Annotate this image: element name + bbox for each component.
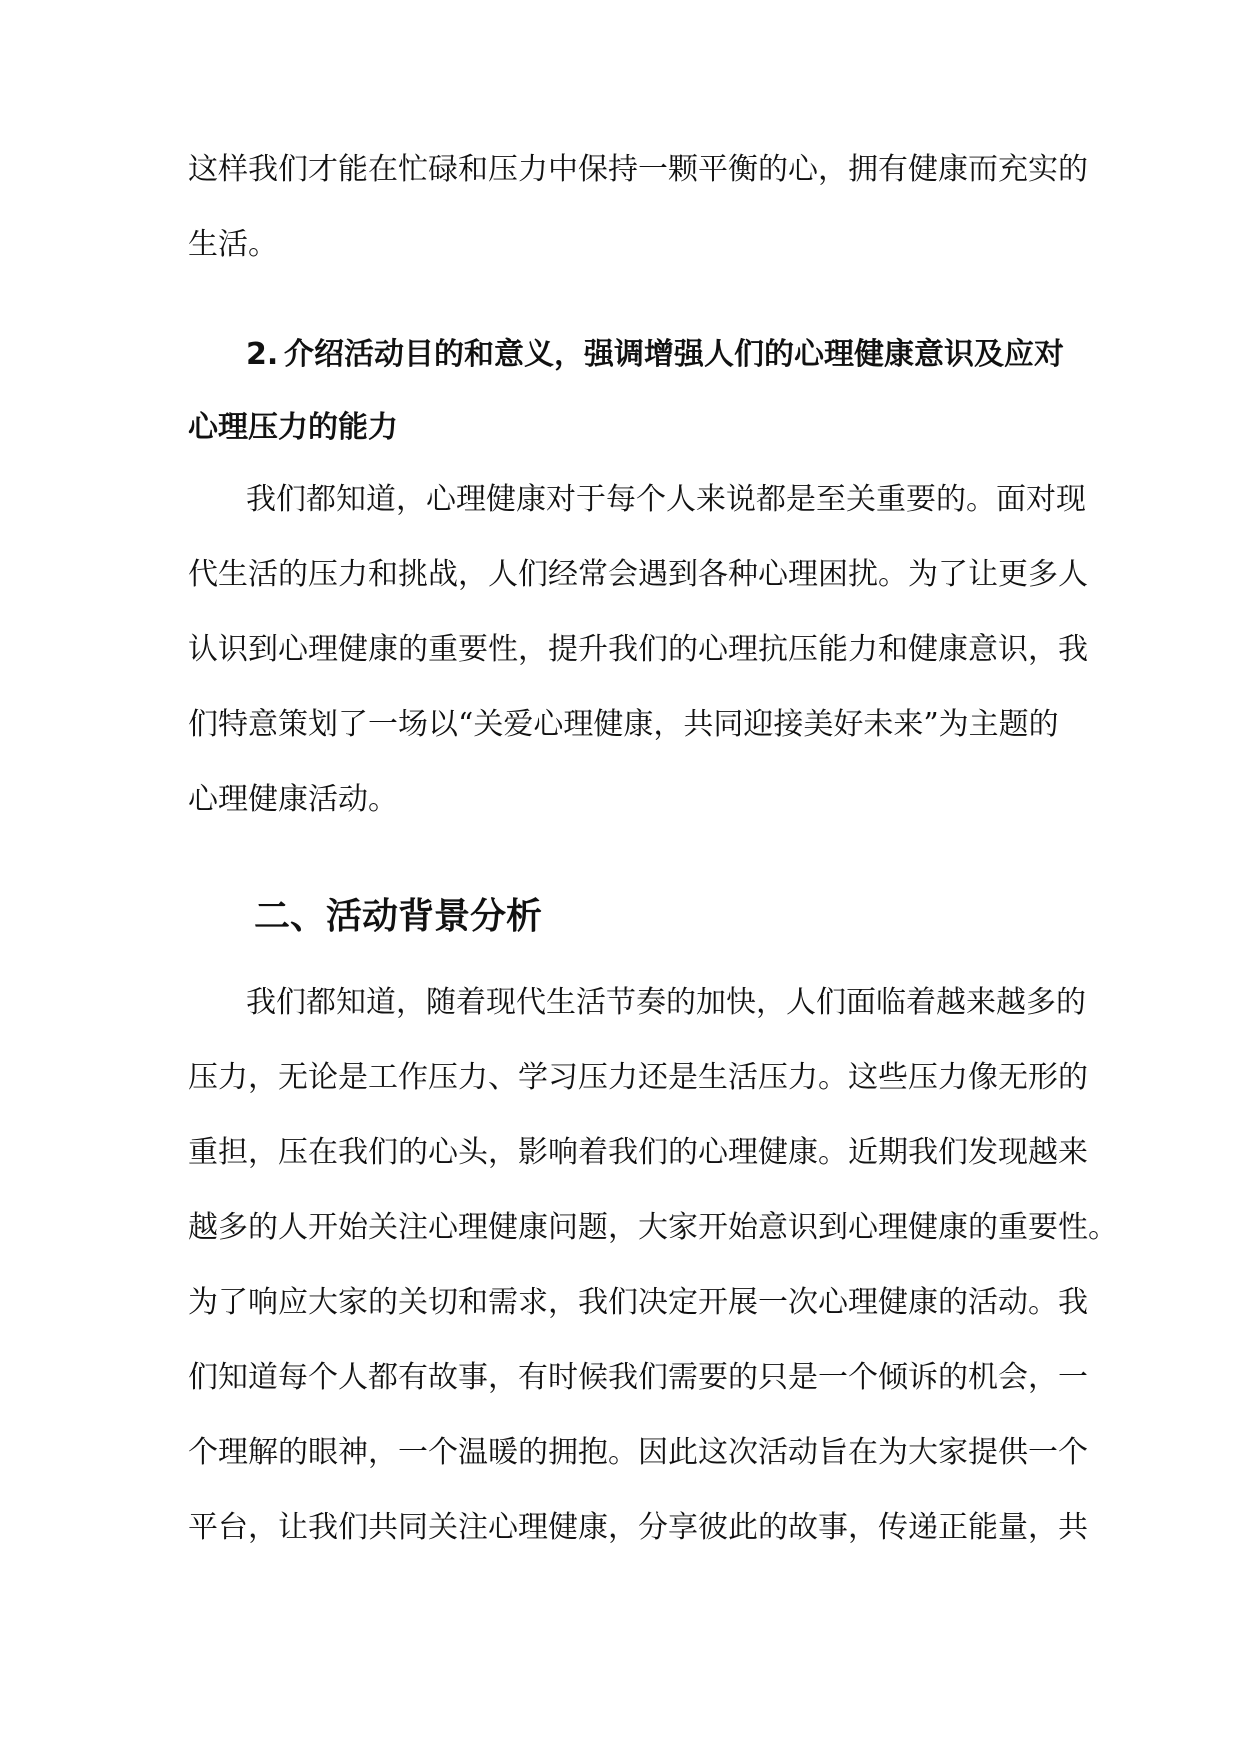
purpose-paragraph-line-3: 认识到心理健康的重要性，提升我们的心理抗压能力和健康意识，我 bbox=[188, 632, 1088, 667]
section-heading: 二、活动背景分析 bbox=[254, 896, 543, 937]
background-paragraph-line-3: 重担，压在我们的心头，影响着我们的心理健康。近期我们发现越来 bbox=[188, 1135, 1088, 1170]
subsection-number: 2. bbox=[246, 337, 279, 372]
background-paragraph-line-5: 为了响应大家的关切和需求，我们决定开展一次心理健康的活动。我 bbox=[188, 1285, 1088, 1320]
background-paragraph-line-7: 个理解的眼神，一个温暖的拥抱。因此这次活动旨在为大家提供一个 bbox=[188, 1435, 1088, 1470]
subsection-heading-line-2: 心理压力的能力 bbox=[188, 410, 398, 445]
intro-paragraph-line-1: 这样我们才能在忙碌和压力中保持一颗平衡的心，拥有健康而充实的 bbox=[188, 152, 1088, 187]
purpose-paragraph-line-5: 心理健康活动。 bbox=[188, 782, 398, 817]
background-paragraph-line-6: 们知道每个人都有故事，有时候我们需要的只是一个倾诉的机会，一 bbox=[188, 1360, 1088, 1395]
purpose-paragraph-line-1: 我们都知道，心理健康对于每个人来说都是至关重要的。面对现 bbox=[246, 482, 1086, 517]
purpose-paragraph-line-4: 们特意策划了一场以“关爱心理健康，共同迎接美好未来”为主题的 bbox=[188, 707, 1059, 742]
background-paragraph-line-2: 压力，无论是工作压力、学习压力还是生活压力。这些压力像无形的 bbox=[188, 1060, 1088, 1095]
background-paragraph-line-1: 我们都知道，随着现代生活节奏的加快，人们面临着越来越多的 bbox=[246, 985, 1086, 1020]
subsection-title-part-1: 介绍活动目的和意义，强调增强人们的心理健康意识及应对 bbox=[284, 337, 1064, 372]
background-paragraph-line-8: 平台，让我们共同关注心理健康，分享彼此的故事，传递正能量，共 bbox=[188, 1510, 1088, 1545]
purpose-paragraph-line-2: 代生活的压力和挑战，人们经常会遇到各种心理困扰。为了让更多人 bbox=[188, 557, 1088, 592]
intro-paragraph-line-2: 生活。 bbox=[188, 227, 278, 262]
subsection-heading-line-1 bbox=[246, 335, 1064, 375]
background-paragraph-line-4: 越多的人开始关注心理健康问题，大家开始意识到心理健康的重要性。 bbox=[188, 1210, 1118, 1245]
